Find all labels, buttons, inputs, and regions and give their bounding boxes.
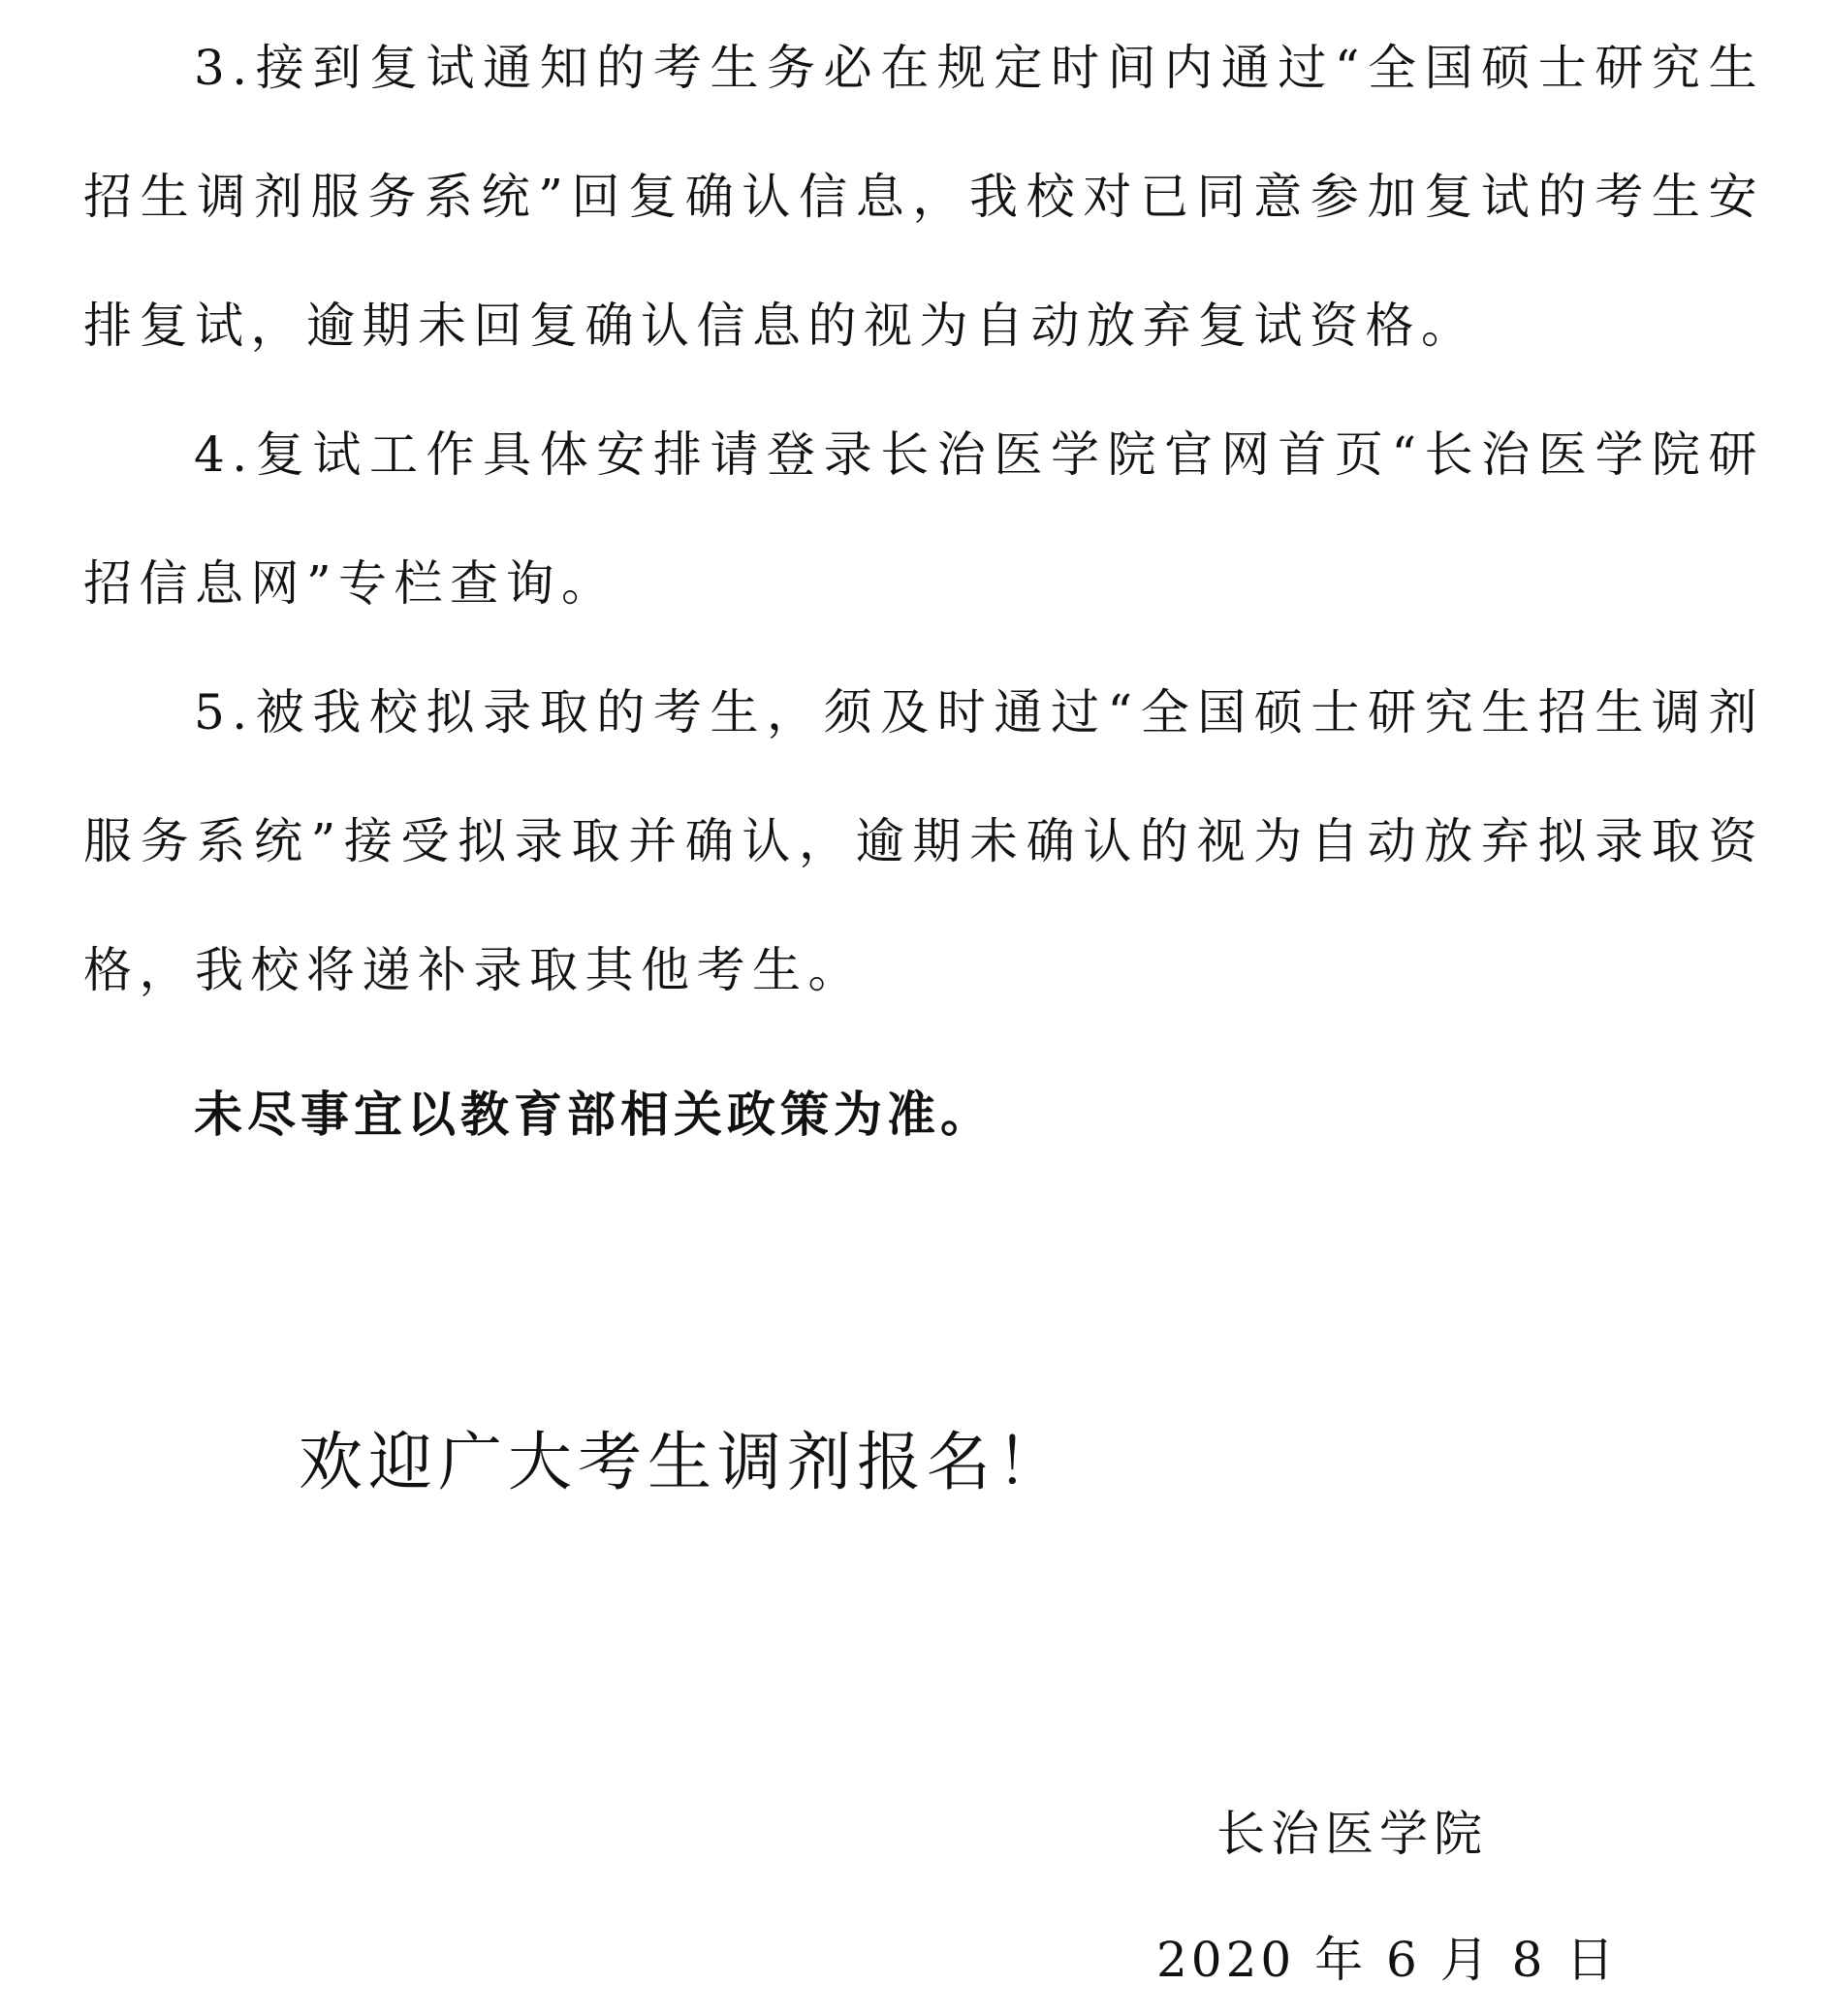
paragraph-item-3: 3.接到复试通知的考生务必在规定时间内通过“全国硕士研究生招生调剂服务系统”回复确认信息，我校对已同意参加复试的考生安排复试，逾期未回复确认信息的视为自动放弃复试资格。 xyxy=(83,40,1764,354)
paragraph-item-5: 5.被我校拟录取的考生，须及时通过“全国硕士研究生招生调剂服务系统”接受拟录取并确认，逾期未确认的视为自动放弃拟录取资格，我校将递补录取其他考生。 xyxy=(83,684,1764,998)
closing-note: 未尽事宜以教育部相关政策为准。 xyxy=(194,1087,994,1143)
signature-date: 2020 年 6 月 8 日 xyxy=(1156,1932,1619,1988)
paragraph-item-4: 4.复试工作具体安排请登录长治医学院官网首页“长治医学院研招信息网”专栏查询。 xyxy=(83,426,1764,612)
welcome-message: 欢迎广大考生调剂报名！ xyxy=(299,1425,1066,1499)
signature-organization: 长治医学院 xyxy=(1216,1806,1488,1862)
